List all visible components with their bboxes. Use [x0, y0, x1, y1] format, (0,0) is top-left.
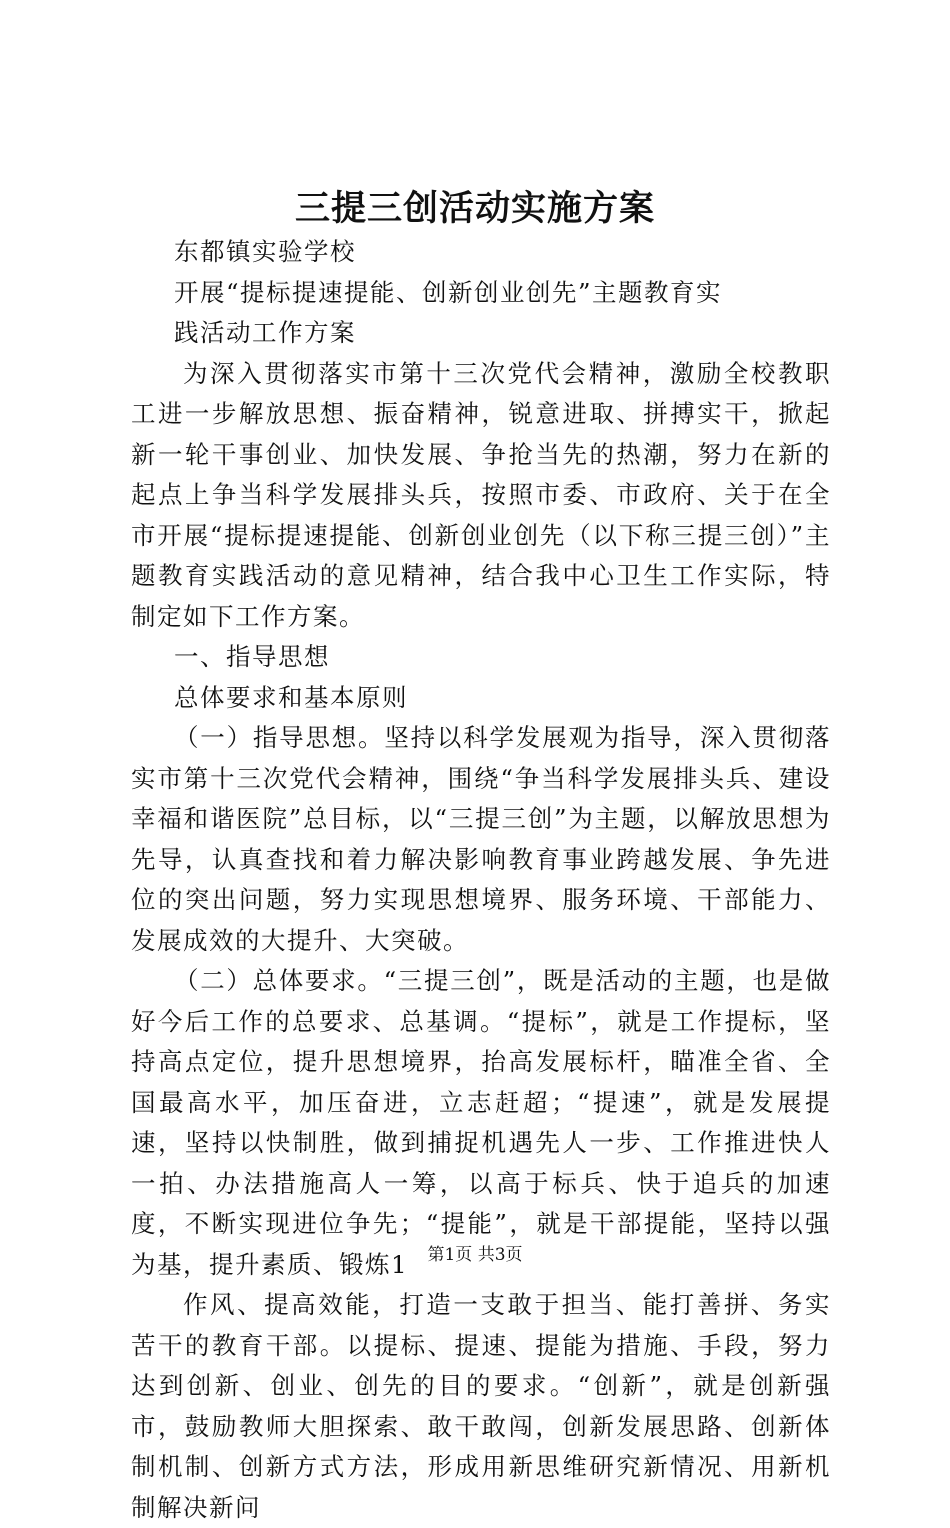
document-title: 三提三创活动实施方案	[294, 188, 655, 229]
header-line-plan: 践活动工作方案	[174, 318, 356, 347]
section-heading-guiding-ideology: 一、指导思想	[174, 642, 330, 671]
section-heading-requirements: 总体要求和基本原则	[174, 682, 408, 712]
header-line-school: 东都镇实验学校	[174, 237, 356, 266]
paragraph-guiding-ideology: （一）指导思想。坚持以科学发展观为指导，深入贯彻落实市第十三次党代会精神，围绕“争当科学发展排头兵、建设幸福和谐医院”总目标，以“三提三创”为主题，以解放思想为先导，认真查找和着力解决影响教育事业跨越发展、争先进位的突出问题，努力实现思想境界、服务环境、干部能力、发展成效的大提升、大突破。	[131, 723, 831, 955]
header-line-activity: 开展“提标提速提能、创新创业创先”主题教育实	[174, 277, 723, 307]
page-number-footer: 第1页 共3页	[427, 1245, 523, 1265]
paragraph-overall-requirements: （二）总体要求。“三提三创”，既是活动的主题，也是做好今后工作的总要求、总基调。“提标”，就是工作提标，坚持高点定位，提升思想境界，抬高发展标杆，瞄准全省、全国最高水平，加压奋进，立志赶超；“提速”，就是发展提速，坚持以快制胜，做到捕捉机遇先人一步、工作推进快人一拍、办法措施高人一筹，以高于标兵、快于追兵的加速度，不断实现进位争先；“提能”，就是干部提能，坚持以强为基，提升素质、锻炼1	[131, 966, 831, 1279]
paragraph-intro: 为深入贯彻落实市第十三次党代会精神，激励全校教职工进一步解放思想、振奋精神，锐意进取、拼搏实干，掀起新一轮干事创业、加快发展、争抢当先的热潮，努力在新的起点上争当科学发展排头兵，按照市委、市政府、关于在全市开展“提标提速提能、创新创业创先（以下称三提三创）”主题教育实践活动的意见精神，结合我中心卫生工作实际，特制定如下工作方案。	[131, 358, 831, 631]
document-body	[131, 232, 831, 1528]
paragraph-continuation: 作风、提高效能，打造一支敢于担当、能打善拼、务实苦干的教育干部。以提标、提速、提能为措施、手段，努力达到创新、创业、创先的目的要求。“创新”，就是创新强市，鼓励教师大胆探索、敢干敢闯，创新发展思路、创新体制机制、创新方式方法，形成用新思维研究新情况、用新机制解决新问	[131, 1290, 831, 1522]
